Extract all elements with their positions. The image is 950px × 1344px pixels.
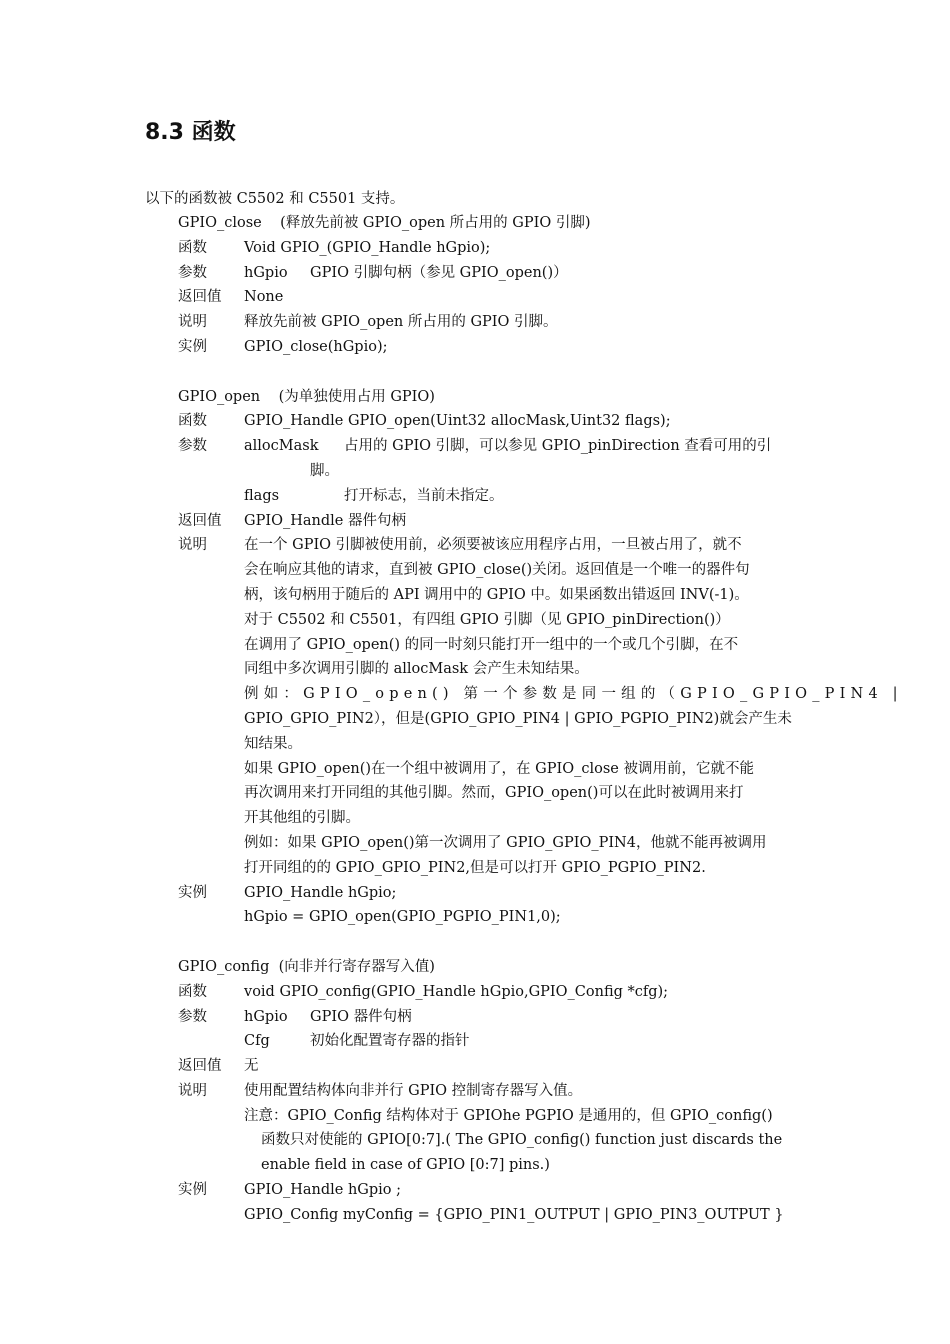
- param-desc: GPIO 引脚句柄（参见 GPIO_open()）: [310, 264, 568, 281]
- param-label: 参数: [178, 438, 207, 455]
- func-label: 函数: [178, 413, 207, 430]
- intro-text: 以下的函数被 C5502 和 C5501 支持。: [145, 191, 405, 207]
- example-code: GPIO_Handle hGpio ;: [244, 1182, 402, 1199]
- param-name: hGpio: [244, 1008, 288, 1025]
- return-label: 返回值: [178, 512, 222, 529]
- param-desc: 占用的 GPIO 引脚，可以参见 GPIO_pinDirection 查看可用的引: [344, 438, 772, 455]
- param-desc-cont: 脚。: [310, 462, 339, 479]
- param-desc: 打开标志，当前未指定。: [344, 487, 504, 504]
- gpio-open-title-line: [178, 385, 808, 410]
- gpio-config-func: void GPIO_config(GPIO_Handle hGpio,GPIO_Config *cfg);: [244, 983, 669, 1000]
- desc-line: 同组中多次调用引脚的 allocMask 会产生未知结果。: [244, 661, 589, 678]
- gpio-close-title: GPIO_close: [178, 215, 262, 231]
- desc-line: 对于 C5502 和 C5501，有四组 GPIO 引脚（见 GPIO_pinDirection()）: [244, 611, 730, 628]
- gpio-close-return-row: [178, 285, 808, 310]
- gpio-open-func: GPIO_Handle GPIO_open(Uint32 allocMask,Uint32 flags);: [244, 413, 671, 430]
- desc-line: 开其他组的引脚。: [244, 810, 360, 827]
- gpio-config-example-row: [178, 1178, 808, 1228]
- func-label: 函数: [178, 983, 207, 1000]
- desc-label: 说明: [178, 1082, 207, 1099]
- example-label: 实例: [178, 1182, 207, 1199]
- desc-line: 再次调用来打开同组的其他引脚。然而，GPIO_open()可以在此时被调用来打: [244, 785, 744, 802]
- gpio-close-title-line: [178, 211, 808, 236]
- param-name: flags: [244, 487, 280, 504]
- param-name: allocMask: [244, 438, 319, 455]
- example-code: GPIO_close(hGpio);: [244, 338, 388, 355]
- gpio-open-subtitle: (为单独使用占用 GPIO): [278, 388, 435, 405]
- gpio-config-func-row: [178, 980, 808, 1005]
- gpio-open-param-row: [178, 434, 808, 508]
- param-name: Cfg: [244, 1033, 270, 1050]
- return-value: GPIO_Handle 器件句柄: [244, 512, 406, 529]
- desc-line: 使用配置结构体向非并行 GPIO 控制寄存器写入值。: [244, 1082, 583, 1099]
- function-list: [178, 211, 903, 1228]
- section-heading: 8.3 函数: [145, 120, 236, 145]
- desc-line: 在一个 GPIO 引脚被使用前，必须要被该应用程序占用，一旦被占用了，就不: [244, 537, 742, 554]
- param-desc: 初始化配置寄存器的指针: [310, 1033, 470, 1050]
- desc-line: 在调用了 GPIO_open() 的同一时刻只能打开一组中的一个或几个引脚，在不: [244, 636, 739, 653]
- desc-line: 例如：GPIO_open() 第一个参数是同一组的（GPIO_GPIO_PIN4 |: [244, 686, 903, 703]
- desc-line: 如果 GPIO_open()在一个组中被调用了，在 GPIO_close 被调用前，它就不能: [244, 760, 754, 777]
- gpio-close-example-row: [178, 335, 808, 360]
- gpio-config-subtitle: (向非并行寄存器写入值): [278, 958, 435, 975]
- desc-line: GPIO_GPIO_PIN2），但是(GPIO_GPIO_PIN4 | GPIO_PGPIO_PIN2)就会产生未: [244, 710, 792, 727]
- desc-line: 柄，该句柄用于随后的 API 调用中的 GPIO 中。如果函数出错返回 INV(-1)。: [244, 586, 749, 603]
- desc-line: 打开同组的的 GPIO_GPIO_PIN2,但是可以打开 GPIO_PGPIO_PIN2.: [244, 859, 706, 876]
- example-code: GPIO_Handle hGpio;: [244, 884, 397, 901]
- gpio-close-param-row: [178, 261, 808, 286]
- example-code: hGpio = GPIO_open(GPIO_PGPIO_PIN1,0);: [244, 909, 561, 926]
- example-label: 实例: [178, 884, 207, 901]
- gpio-config-title-line: [178, 955, 808, 980]
- desc-line: 例如：如果 GPIO_open()第一次调用了 GPIO_GPIO_PIN4，他就不能再被调用: [244, 834, 767, 851]
- gpio-config-return-row: [178, 1054, 808, 1079]
- gpio-open-title: GPIO_open: [178, 388, 261, 405]
- gpio-close-desc-row: [178, 310, 808, 335]
- return-value: None: [244, 289, 284, 306]
- desc-line: 知结果。: [244, 735, 302, 752]
- desc-line: 会在响应其他的请求，直到被 GPIO_close()关闭。返回值是一个唯一的器件句: [244, 562, 750, 579]
- gpio-open-example-row: [178, 881, 808, 931]
- gpio-config-param-row: [178, 1005, 808, 1055]
- example-label: 实例: [178, 338, 207, 355]
- param-label: 参数: [178, 264, 207, 281]
- note-line: 注意：GPIO_Config 结构体对于 GPIOhe PGPIO 是通用的，但 GPIO_config(): [244, 1107, 773, 1124]
- return-value: 无: [244, 1058, 259, 1075]
- return-label: 返回值: [178, 289, 222, 306]
- desc-label: 说明: [178, 537, 207, 554]
- gpio-close-func-row: [178, 236, 808, 261]
- func-label: 函数: [178, 239, 207, 256]
- gpio-close-subtitle: (释放先前被 GPIO_open 所占用的 GPIO 引脚): [280, 215, 591, 231]
- example-code: GPIO_Config myConfig = {GPIO_PIN1_OUTPUT | GPIO_PIN3_OUTPUT }: [244, 1206, 784, 1223]
- gpio-close-func: Void GPIO_(GPIO_Handle hGpio);: [244, 239, 491, 256]
- param-desc: GPIO 器件句柄: [310, 1008, 412, 1025]
- gpio-open-return-row: [178, 509, 808, 534]
- gpio-open-desc-row: [178, 533, 903, 880]
- param-label: 参数: [178, 1008, 207, 1025]
- return-label: 返回值: [178, 1058, 222, 1075]
- gpio-config-title: GPIO_config: [178, 958, 270, 975]
- param-name: hGpio: [244, 264, 288, 281]
- gpio-open-func-row: [178, 409, 808, 434]
- note-line: enable field in case of GPIO [0:7] pins.): [261, 1157, 550, 1174]
- note-line: 函数只对使能的 GPIO[0:7].( The GPIO_config() function just discards the: [261, 1132, 783, 1149]
- desc-text: 释放先前被 GPIO_open 所占用的 GPIO 引脚。: [244, 314, 558, 331]
- gpio-config-desc-row: [178, 1079, 808, 1178]
- desc-label: 说明: [178, 314, 207, 331]
